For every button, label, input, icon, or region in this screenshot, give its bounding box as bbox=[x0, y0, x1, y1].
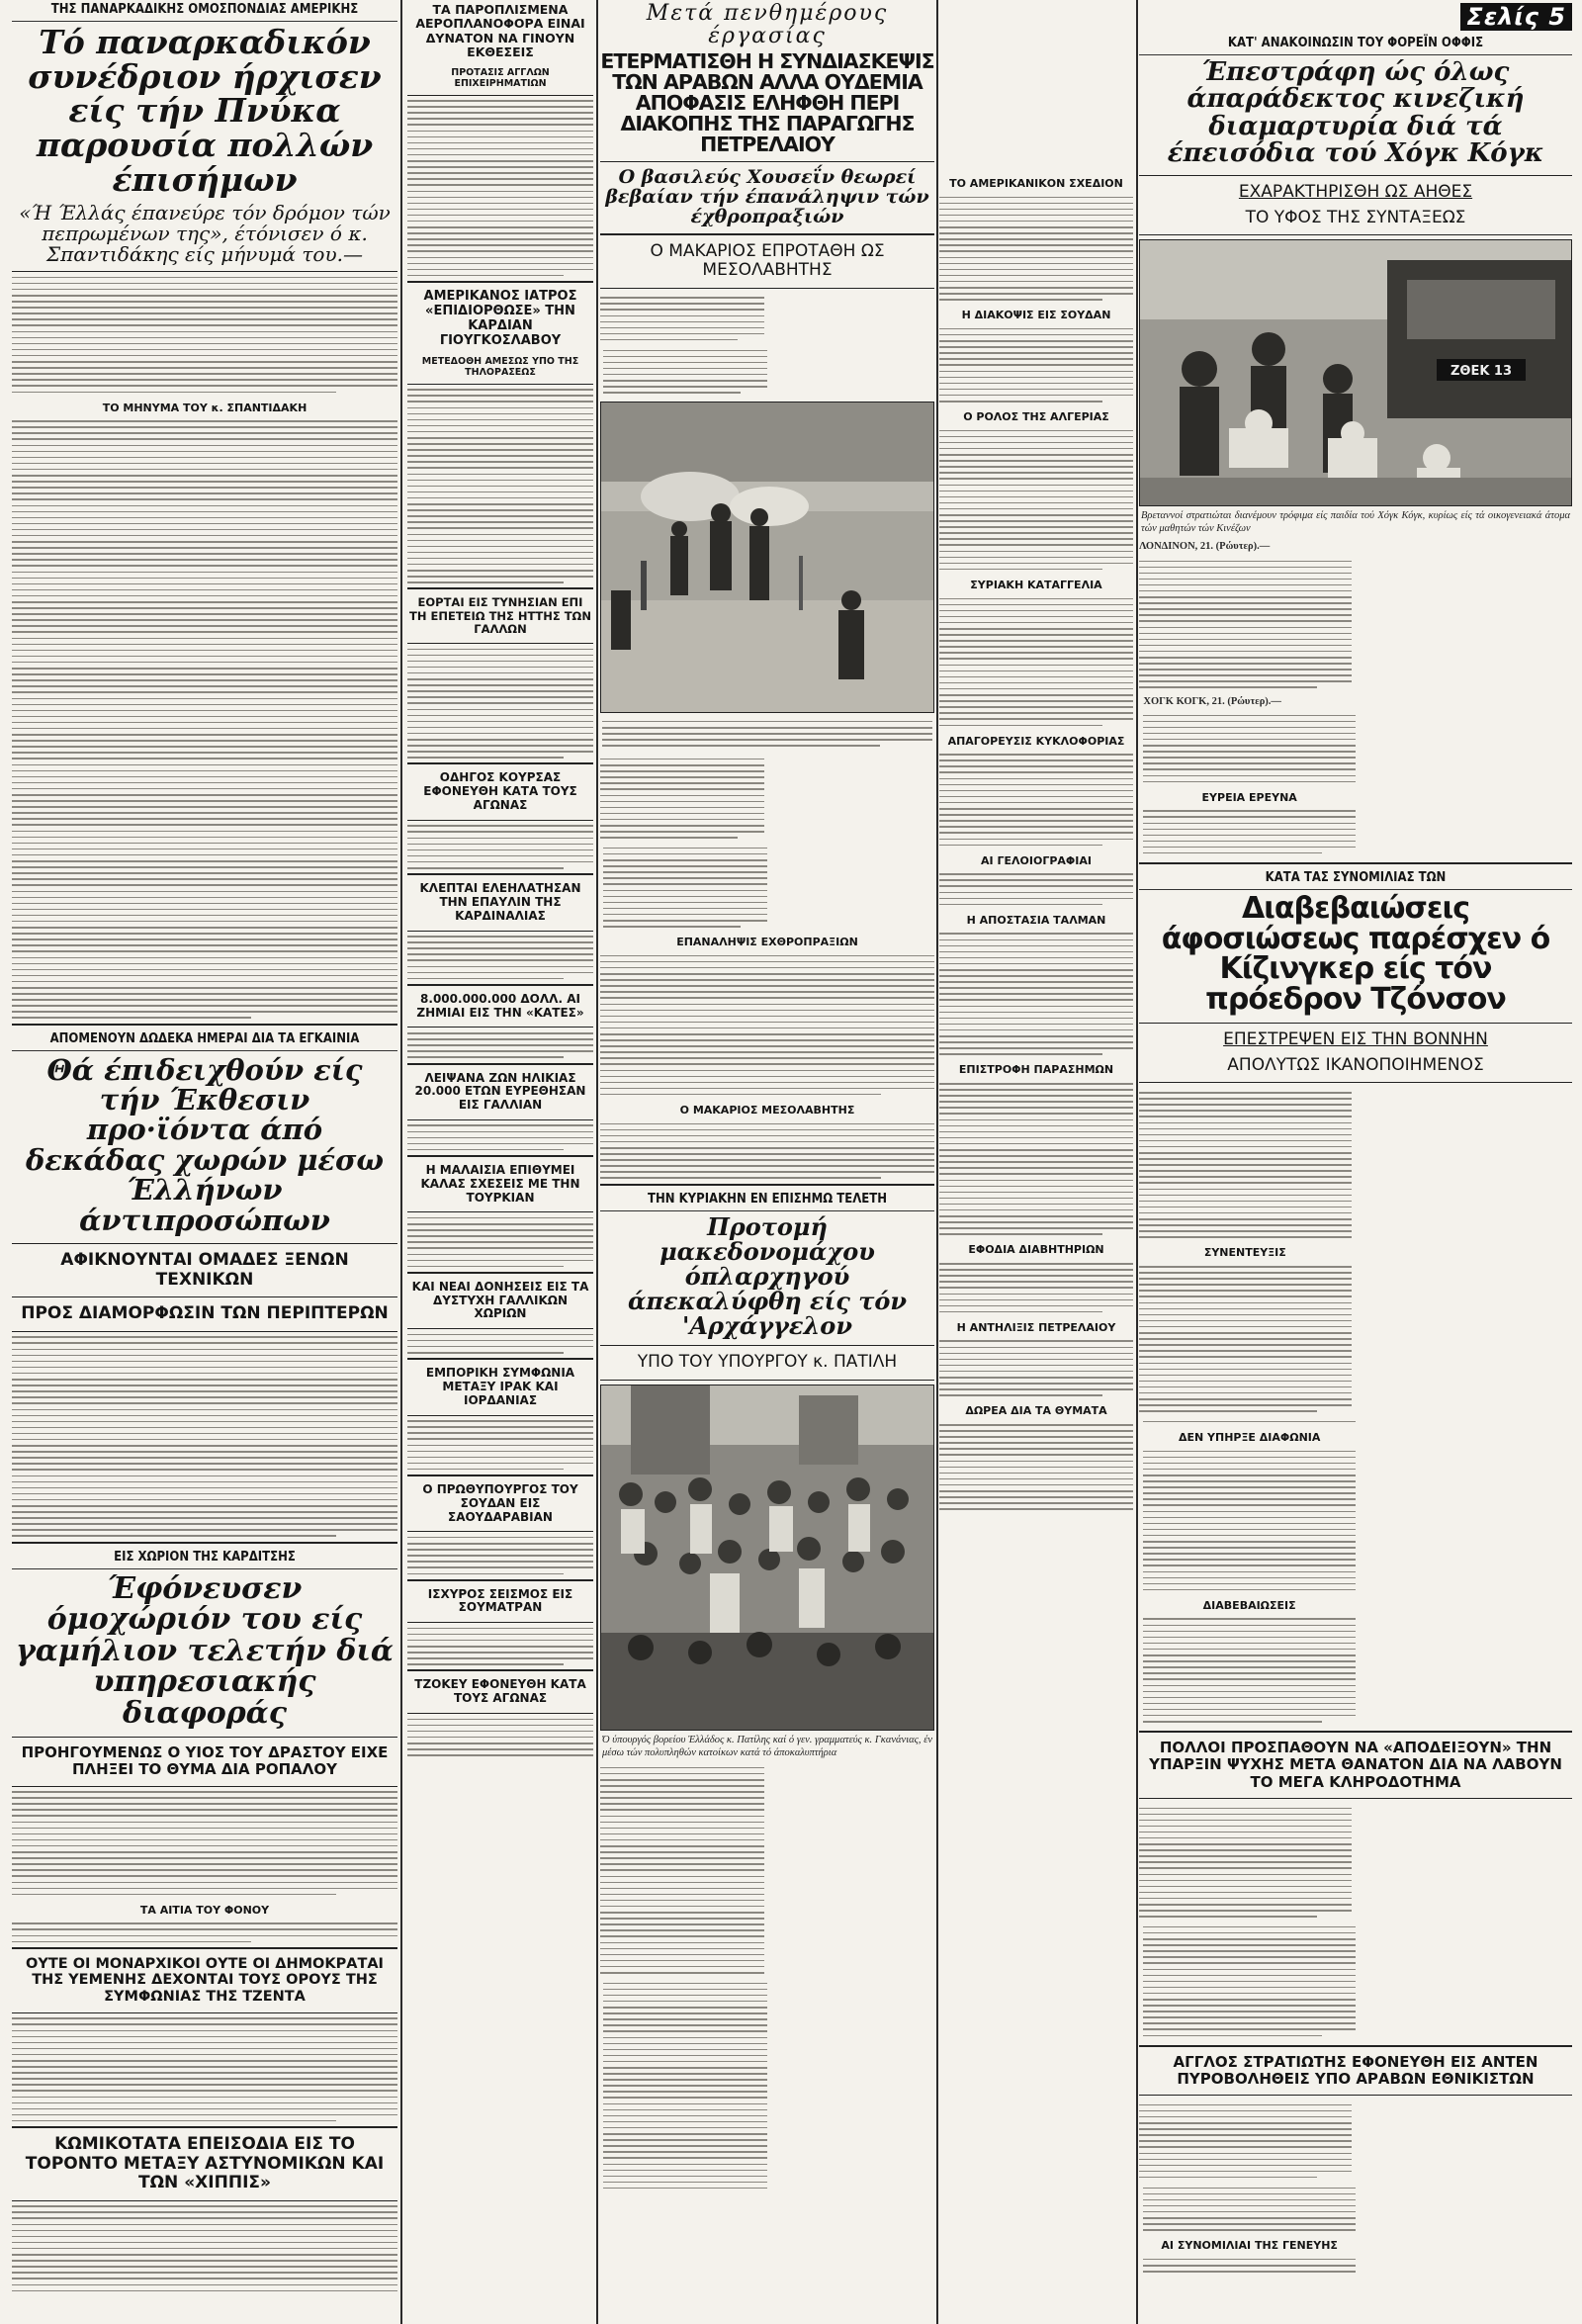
article-body bbox=[407, 1032, 593, 1058]
dateline: ΛΟΝΔΙΝΟΝ, 21. (Ρώυτερ).— bbox=[1139, 541, 1271, 553]
headline: ΚΛΕΠΤΑΙ ΕΛΕΗΛΑΤΗΣΑΝ ΤΗΝ ΕΠΑΥΛΙΝ ΤΗΣ ΚΑΡΔΙΝΑΛΙΑΣ bbox=[419, 881, 581, 923]
kicker: ΕΙΣ ΧΩΡΙΟΝ ΤΗΣ ΚΑΡΔΙΤΣΗΣ bbox=[12, 1548, 397, 1569]
subhead: ΕΠΙΣΤΡΟΦΗ ΠΑΡΑΣΗΜΩΝ bbox=[958, 1063, 1114, 1077]
photo-hongkong-image bbox=[1140, 240, 1572, 506]
subhead: ΕΠΕΣΤΡΕΨΕΝ ΕΙΣ ΤΗΝ ΒΟΝΝΗΝ bbox=[1223, 1029, 1488, 1050]
kicker: ΚΑΤ' ΑΝΑΚΟΙΝΩΣΙΝ ΤΟΥ ΦΟΡΕΪΝ ΟΦΦΙΣ bbox=[1139, 34, 1572, 55]
headline: ΕΜΠΟΡΙΚΗ ΣΥΜΦΩΝΙΑ ΜΕΤΑΞΥ ΙΡΑΚ ΚΑΙ ΙΟΡΔΑΝΙΑΣ bbox=[425, 1366, 575, 1407]
kicker: Μετά πενθημέρους έργασίας bbox=[646, 1, 889, 49]
article-body bbox=[939, 598, 1133, 726]
article-body bbox=[407, 100, 593, 276]
article-body bbox=[12, 2205, 397, 2291]
article-body bbox=[603, 843, 767, 932]
article-body bbox=[12, 1791, 397, 1895]
subhead: ΑΙ ΓΕΛΟΙΟΓΡΑΦΙΑΙ bbox=[981, 853, 1092, 867]
subhead: ΑΙ ΣΥΝΟΜΙΛΙΑΙ ΤΗΣ ΓΕΝΕΥΗΣ bbox=[1161, 2239, 1338, 2253]
main-headline: ΕΤΕΡΜΑΤΙΣΘΗ Η ΣΥΝΔΙΑΣΚΕΨΙΣ ΤΩΝ ΑΡΑΒΩΝ ΑΛΛΑ ΟΥΔΕΜΙΑ ΑΠΟΦΑΣΙΣ ΕΛΗΦΘΗ ΠΕΡΙ ΔΙΑΚΟΠΗΣ ΤΗΣ ΠΑΡΑΓΩΓΗΣ ΠΕΤΡΕΛΑΙΟΥ bbox=[600, 49, 934, 156]
article-body bbox=[12, 420, 397, 1019]
headline: Έφόνευσεν όμοχώριόν του είς γαμήλιον τελετήν διά υπηρεσιακής διαφοράς bbox=[15, 1570, 395, 1731]
headline: ΚΑΙ ΝΕΑΙ ΔΟΝΗΣΕΙΣ ΕΙΣ ΤΑ ΔΥΣΤΥΧΗ ΓΑΛΛΙΚΩΝ ΧΩΡΙΩΝ bbox=[411, 1279, 589, 1321]
headline: Τό παναρκαδικόν συνέδριον ήρχισεν είς τήν Πνύκα παρουσία πολλών έπισήμων bbox=[28, 22, 382, 199]
headline: ΑΓΓΛΟΣ ΣΤΡΑΤΙΩΤΗΣ ΕΦΟΝΕΥΘΗ ΕΙΣ ΑΝΤΕΝ ΠΥΡΟΒΟΛΗΘΕΙΣ ΥΠΟ ΑΡΑΒΩΝ ΕΘΝΙΚΙΣΤΩΝ bbox=[1173, 2052, 1538, 2088]
subhead: ΕΥΡΕΙΑ ΕΡΕΥΝΑ bbox=[1201, 790, 1297, 804]
news-photo bbox=[1139, 239, 1572, 506]
article-body bbox=[1143, 693, 1356, 859]
headline: Η ΜΑΛΑΙΣΙΑ ΕΠΙΘΥΜΕΙ ΚΑΛΑΣ ΣΧΕΣΕΙΣ ΜΕ ΤΗΝ ΤΟΥΡΚΙΑΝ bbox=[420, 1162, 580, 1205]
article-body bbox=[407, 1420, 593, 1470]
article-body bbox=[939, 1340, 1133, 1395]
article-body bbox=[939, 1424, 1133, 1510]
kicker: ΚΑΤΑ ΤΑΣ ΣΥΝΟΜΙΛΙΑΣ ΤΩΝ bbox=[1139, 868, 1572, 890]
subhead: ΕΠΑΝΑΛΗΨΙΣ ΕΧΘΡΟΠΡΑΞΙΩΝ bbox=[676, 936, 858, 949]
article-body bbox=[939, 933, 1133, 1054]
column-1 bbox=[12, 0, 397, 2324]
headline: 8.000.000.000 ΔΟΛΛ. ΑΙ ΖΗΜΙΑΙ ΕΙΣ ΤΗΝ «ΚΑΤΕΣ» bbox=[416, 991, 584, 1020]
article-body bbox=[600, 1762, 764, 1978]
subhead: ΜΕΤΕΔΟΘΗ ΑΜΕΣΩΣ ΥΠΟ ΤΗΣ ΤΗΛΟΡΑΣΕΩΣ bbox=[421, 355, 579, 378]
column-2 bbox=[407, 0, 593, 2324]
subhead: ΔΩΡΕΑ ΔΙΑ ΤΑ ΘΥΜΑΤΑ bbox=[965, 1404, 1107, 1418]
article-body bbox=[12, 277, 397, 393]
subhead: ΤΟ ΑΜΕΡΙΚΑΝΙΚΟΝ ΣΧΕΔΙΟΝ bbox=[949, 177, 1123, 190]
headline: ΠΟΛΛΟΙ ΠΡΟΣΠΑΘΟΥΝ ΝΑ «ΑΠΟΔΕΙΞΟΥΝ» ΤΗΝ ΥΠΑΡΞΙΝ ΨΥΧΗΣ ΜΕΤΑ ΘΑΝΑΤΟΝ ΔΙΑ ΝΑ ΛΑΒΟΥΝ ΤΟ ΜΕΓΑ ΚΛΗΡΟΔΟΤΗΜΑ bbox=[1149, 1739, 1562, 1791]
photo-caption: Ό ύπουργός βορείου Έλλάδος κ. Πατίλης καί ό γεν. γραμματεύς κ. Γκανάνιας, έν μέσω τών πολυπληθών κατοίκων κατά τό άποκαλυπτήρια bbox=[602, 1734, 932, 1759]
article-body bbox=[407, 1334, 593, 1354]
article-body bbox=[1139, 538, 1352, 692]
headline-quote: «Ή Έλλάς έπανεύρε τόν δρόμον τών πεπρωμένων της», έτόνισεν ό κ. Σπαντιδάκης είς μήνυμά του.— bbox=[19, 201, 391, 267]
article-body bbox=[1139, 1803, 1352, 1922]
kicker: ΤΗΝ ΚΥΡΙΑΚΗΝ ΕΝ ΕΠΙΣΗΜΩ ΤΕΛΕΤΗ bbox=[600, 1190, 934, 1211]
article-body bbox=[1143, 2183, 1356, 2277]
column-5 bbox=[1139, 0, 1572, 2324]
article-body bbox=[12, 2017, 397, 2121]
article-body bbox=[939, 328, 1133, 402]
subhead: ΑΠΟΛΥΤΩΣ ΙΚΑΝΟΠΟΙΗΜΕΝΟΣ bbox=[1227, 1054, 1484, 1075]
headline: ΚΩΜΙΚΟΤΑΤΑ ΕΠΕΙΣΟΔΙΑ ΕΙΣ ΤΟ ΤΟΡΟΝΤΟ ΜΕΤΑΞΥ ΑΣΤΥΝΟΜΙΚΩΝ ΚΑΙ ΤΩΝ «ΧΙΠΠΙΣ» bbox=[25, 2134, 385, 2193]
subhead: ΑΦΙΚΝΟΥΝΤΑΙ ΟΜΑΔΕΣ ΞΕΝΩΝ ΤΕΧΝΙΚΩΝ bbox=[60, 1250, 349, 1290]
news-photo bbox=[600, 1385, 934, 1731]
headline: ΤΖΟΚΕΥ ΕΦΟΝΕΥΘΗ ΚΑΤΑ ΤΟΥΣ ΑΓΩΝΑΣ bbox=[414, 1677, 586, 1706]
headline: Ο ΠΡΩΘΥΠΟΥΡΓΟΣ ΤΟΥ ΣΟΥΔΑΝ ΕΙΣ ΣΑΟΥΔΑΡΑΒΙΑΝ bbox=[422, 1481, 578, 1524]
subhead: Η ΑΝΤΗΛΙΞΙΣ ΠΕΤΡΕΛΑΙΟΥ bbox=[956, 1320, 1116, 1334]
article-body bbox=[407, 649, 593, 759]
headline: ΟΥΤΕ ΟΙ ΜΟΝΑΡΧΙΚΟΙ ΟΥΤΕ ΟΙ ΔΗΜΟΚΡΑΤΑΙ ΤΗΣ ΥΕΜΕΝΗΣ ΔΕΧΟΝΤΑΙ ΤΟΥΣ ΟΡΟΥΣ ΤΗΣ ΣΥΜΦΩΝΙΑΣ ΤΗΣ ΤΖΕΝΤΑ bbox=[26, 1955, 384, 2006]
article-body bbox=[600, 955, 934, 1096]
headline: ΟΔΗΓΟΣ ΚΟΥΡΣΑΣ ΕΦΟΝΕΥΘΗ ΚΑΤΑ ΤΟΥΣ ΑΓΩΝΑΣ bbox=[423, 770, 577, 812]
headline: Προτομή μακεδονομάχου όπλαρχηγού άπεκαλύφθη είς τόν 'Αρχάγγελον bbox=[627, 1211, 908, 1341]
subhead: Ο ΜΑΚΑΡΙΟΣ ΕΠΡΟΤΑΘΗ ΩΣ ΜΕΣΟΛΑΒΗΤΗΣ bbox=[650, 240, 885, 281]
headline: Θά έπιδειχθούν είς τήν Έκθεσιν προ·ϊόντα άπό δεκάδας χωρών μέσω Έλλήνων άντιπροσώπων bbox=[25, 1052, 385, 1237]
subhead: ΣΥΡΙΑΚΗ ΚΑΤΑΓΓΕΛΙΑ bbox=[970, 578, 1102, 591]
news-photo bbox=[600, 402, 934, 713]
column-3 bbox=[600, 0, 934, 2324]
article-body bbox=[407, 936, 593, 979]
subhead: ΥΠΟ ΤΟΥ ΥΠΟΥΡΓΟΥ κ. ΠΑΤΙΛΗ bbox=[637, 1352, 898, 1373]
column-rule bbox=[596, 0, 598, 2324]
article-body bbox=[407, 1537, 593, 1574]
subhead: Ο ΡΟΛΟΣ ΤΗΣ ΑΛΓΕΡΙΑΣ bbox=[963, 410, 1109, 424]
article-body bbox=[407, 1217, 593, 1267]
column-rule bbox=[400, 0, 402, 2324]
page-label: Σελίς 5 bbox=[1460, 3, 1572, 31]
article-body bbox=[407, 825, 593, 868]
article-body bbox=[407, 1124, 593, 1150]
article-body bbox=[1139, 2100, 1352, 2183]
photo-soldiers-image bbox=[601, 402, 934, 713]
deck: Ο βασιλεύς Χουσεΐν θεωρεί βεβαίαν τήν έπανάληψιν τών έχθροπραξιών bbox=[605, 165, 929, 227]
article-body bbox=[1143, 1416, 1356, 1727]
article-body bbox=[12, 1922, 397, 1942]
headline: Έπεστράφη ώς όλως άπαράδεκτος κινεζική διαμαρτυρία διά τά έπεισόδια τού Χόγκ Κόγκ bbox=[1167, 56, 1544, 168]
headline: Διαβεβαιώσεις άφοσιώσεως παρέσχεν ό Κίζινγκερ είς τόν πρόεδρον Τζόνσον bbox=[1161, 891, 1550, 1017]
article-body bbox=[603, 1978, 767, 2193]
subhead: ΠΡΟΤΑΣΙΣ ΑΓΓΛΩΝ ΕΠΙΧΕΙΡΗΜΑΤΙΩΝ bbox=[451, 66, 550, 89]
kicker: ΑΠΟΜΕΝΟΥΝ ΔΩΔΕΚΑ ΗΜΕΡΑΙ ΔΙΑ ΤΑ ΕΓΚΑΙΝΙΑ bbox=[12, 1029, 397, 1051]
subhead: ΠΡΟΣ ΔΙΑΜΟΡΦΩΣΙΝ ΤΩΝ ΠΕΡΙΠΤΕΡΩΝ bbox=[21, 1303, 389, 1324]
photo-crowd-image bbox=[601, 1385, 934, 1731]
headline: ΤΑ ΠΑΡΟΠΛΙΣΜΕΝΑ ΑΕΡΟΠΛΑΝΟΦΟΡΑ ΕΙΝΑΙ ΔΥΝΑΤΟΝ ΝΑ ΓΙΝΟΥΝ ΕΚΘΕΣΕΙΣ bbox=[415, 2, 585, 60]
subhead: ΠΡΟΗΓΟΥΜΕΝΩΣ Ο ΥΙΟΣ ΤΟΥ ΔΡΑΣΤΟΥ ΕΙΧΕ ΠΛΗΞΕΙ ΤΟ ΘΥΜΑ ΔΙΑ ΡΟΠΑΛΟΥ bbox=[21, 1743, 389, 1779]
subhead: Ο ΜΑΚΑΡΙΟΣ ΜΕΣΟΛΑΒΗΤΗΣ bbox=[679, 1104, 855, 1117]
column-rule bbox=[1136, 0, 1138, 2324]
photo-caption: Βρεταννοί στρατιώται διανέμουν τρόφιμα είς παιδία τού Χόγκ Κόγκ, κυρίως είς τά οικογενειακά άτομα τών μαθητών τών Κινέζων bbox=[1141, 510, 1570, 535]
subhead: ΤΑ ΑΙΤΙΑ ΤΟΥ ΦΟΝΟΥ bbox=[139, 1903, 270, 1917]
page-number-label bbox=[1139, 0, 1572, 34]
article-body bbox=[939, 430, 1133, 571]
article-body bbox=[603, 345, 767, 398]
article-body bbox=[407, 389, 593, 583]
column-rule bbox=[936, 0, 938, 2324]
headline: ΛΕΙΨΑΝΑ ΖΩΝ ΗΛΙΚΙΑΣ 20.000 ΕΤΩΝ ΕΥΡΕΘΗΣΑΝ ΕΙΣ ΓΑΛΛΙΑΝ bbox=[414, 1070, 586, 1113]
article-body bbox=[600, 754, 764, 843]
article-body bbox=[407, 1719, 593, 1756]
subhead: Η ΔΙΑΚΟΨΙΣ ΕΙΣ ΣΟΥΔΑΝ bbox=[961, 309, 1111, 322]
headline: ΑΜΕΡΙΚΑΝΟΣ ΙΑΤΡΟΣ «ΕΠΙΔΙΟΡΘΩΣΕ» ΤΗΝ ΚΑΡΔΙΑΝ ΓΙΟΥΓΚΟΣΛΑΒΟΥ bbox=[423, 288, 577, 348]
article-body bbox=[939, 754, 1133, 846]
article-body bbox=[600, 1123, 934, 1179]
subhead: ΔΕΝ ΥΠΗΡΞΕ ΔΙΑΦΩΝΙΑ bbox=[1178, 1431, 1321, 1445]
column-4 bbox=[939, 0, 1133, 2324]
subhead: Η ΑΠΟΣΤΑΣΙΑ ΤΑΛΜΑΝ bbox=[966, 913, 1106, 927]
article-body bbox=[407, 1628, 593, 1665]
article-body bbox=[939, 1263, 1133, 1312]
kicker: ΤΗΣ ΠΑΝΑΡΚΑΔΙΚΗΣ ΟΜΟΣΠΟΝΔΙΑΣ ΑΜΕΡΙΚΗΣ bbox=[12, 0, 397, 22]
subhead: ΕΦΟΔΙΑ ΔΙΑΒΗΤΗΡΙΩΝ bbox=[968, 1243, 1104, 1257]
subhead: ΤΟ ΜΗΝΥΜΑ ΤΟΥ κ. ΣΠΑΝΤΙΔΑΚΗ bbox=[102, 401, 308, 414]
subhead: ΤΟ ΥΦΟΣ ΤΗΣ ΣΥΝΤΑΞΕΩΣ bbox=[1245, 207, 1466, 227]
article-body bbox=[1143, 1922, 1356, 2040]
subhead: ΑΠΑΓΟΡΕΥΣΙΣ ΚΥΚΛΟΦΟΡΙΑΣ bbox=[947, 734, 1125, 748]
article-body bbox=[939, 873, 1133, 905]
article-body bbox=[1139, 1087, 1352, 1416]
headline: ΙΣΧΥΡΟΣ ΣΕΙΣΜΟΣ ΕΙΣ ΣΟΥΜΑΤΡΑΝ bbox=[427, 1586, 573, 1615]
dateline: ΧΟΓΚ ΚΟΓΚ, 21. (Ρώυτερ).— bbox=[1143, 695, 1281, 707]
article-body bbox=[12, 1336, 397, 1537]
subhead: ΣΥΝΕΝΤΕΥΞΙΣ bbox=[1203, 1246, 1286, 1260]
article-body bbox=[939, 197, 1133, 301]
article-body bbox=[600, 293, 764, 345]
photo-caption bbox=[600, 713, 934, 754]
headline: ΕΟΡΤΑΙ ΕΙΣ ΤΥΝΗΣΙΑΝ ΕΠΙ ΤΗ ΕΠΕΤΕΙΩ ΤΗΣ ΗΤΤΗΣ ΤΩΝ ΓΑΛΛΩΝ bbox=[409, 595, 591, 636]
vehicle-plate: ΖΘΕΚ 13 bbox=[1450, 364, 1513, 380]
subhead: ΔΙΑΒΕΒΑΙΩΣΕΙΣ bbox=[1202, 1598, 1296, 1612]
subhead: ΕΧΑΡΑΚΤΗΡΙΣΘΗ ΩΣ ΑΗΘΕΣ bbox=[1238, 182, 1473, 203]
article-body bbox=[939, 1083, 1133, 1235]
